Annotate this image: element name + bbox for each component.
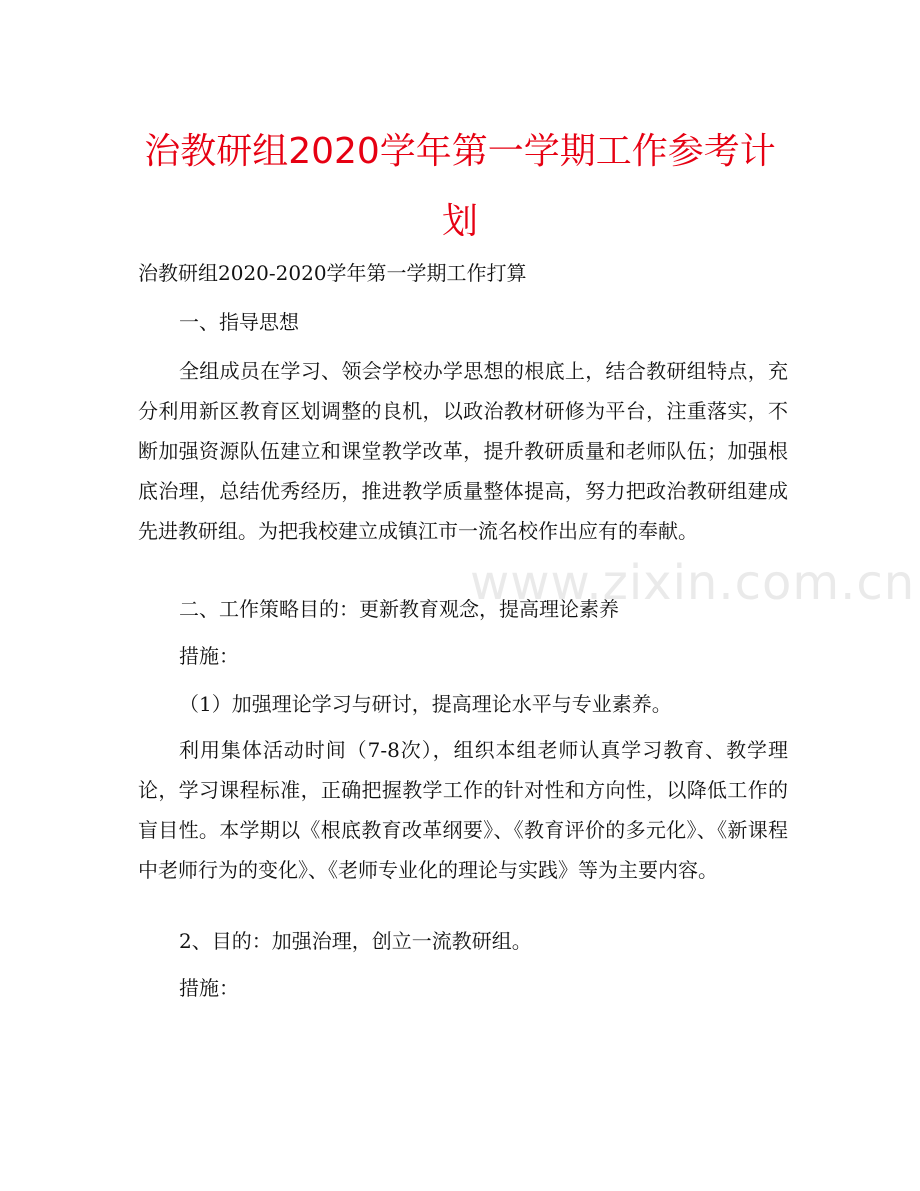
- measures-label-2: 措施：: [179, 976, 239, 1000]
- section-heading-work-strategy: 二、工作策略目的：更新教育观念，提高理论素养: [179, 597, 619, 621]
- section-heading-goal-2: 2、目的：加强治理，创立一流教研组。: [179, 929, 532, 953]
- paragraph-theory-study: 利用集体活动时间（7-8次），组织本组老师认真学习教育、教学理论，学习课程标准，正确把握教学工作的针对性和方向性，以降低工作的盲目性。本学期以《根底教育改革纲要》、《教育评价的多元化》、《新课程中老师行为的变化》、《老师专业化的理论与实践》等为主要内容。: [138, 738, 788, 882]
- section-heading-guiding-ideology: 一、指导思想: [179, 310, 299, 334]
- document-title-line-2: 划: [441, 201, 478, 242]
- watermark: www.zixin.com.cn: [470, 555, 916, 611]
- document-title-line-1: 治教研组2020学年第一学期工作参考计: [144, 131, 776, 172]
- measure-item-1: （1）加强理论学习与研讨，提高理论水平与专业素养。: [179, 692, 672, 716]
- plan-heading: 治教研组2020-2020学年第一学期工作打算: [138, 261, 527, 285]
- paragraph-guiding-ideology: 全组成员在学习、领会学校办学思想的根底上，结合教研组特点，充分利用新区教育区划调整的良机，以政治教材研修为平台，注重落实，不断加强资源队伍建立和课堂教学改革，提升教研质量和老师队伍；加强根底治理，总结优秀经历，推进教学质量整体提高，努力把政治教研组建成先进教研组。为把我校建立成镇江市一流名校作出应有的奉献。: [138, 359, 788, 543]
- measures-label-1: 措施：: [179, 644, 239, 668]
